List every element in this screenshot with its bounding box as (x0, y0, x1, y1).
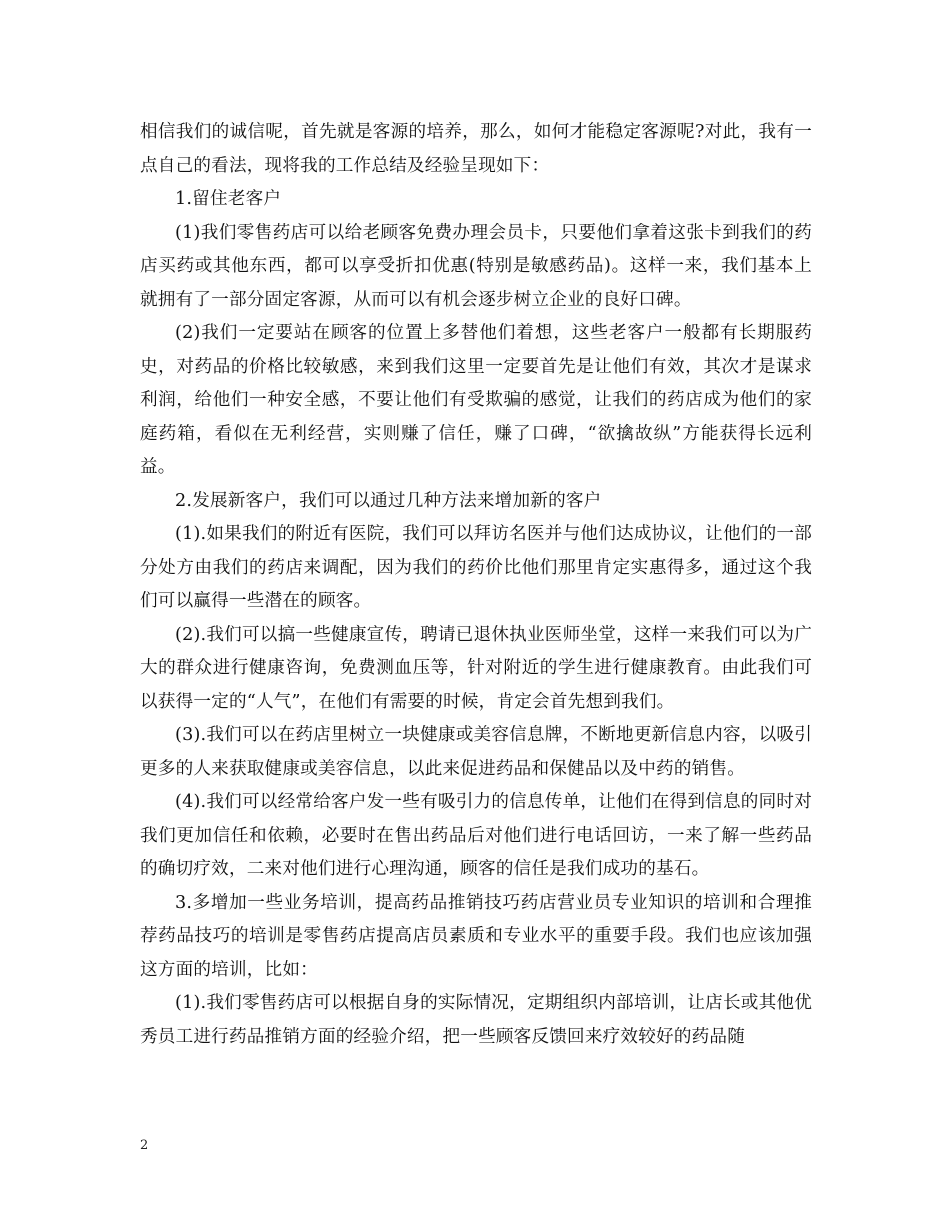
paragraph-internal-training: (1).我们零售药店可以根据自身的实际情况，定期组织内部培训，让店长或其他优秀员工进行药品推销方面的经验介绍，把一些顾客反馈回来疗效较好的药品随 (140, 993, 812, 1047)
paragraph-membership-card: (1)我们零售药店可以给老顾客免费办理会员卡，只要他们拿着这张卡到我们的药店买药或其他东西，都可以享受折扣优惠(特别是敏感药品)。这样一来，我们基本上就拥有了一部分固定客源，从而可以有机会逐步树立企业的良好口碑。 (140, 222, 812, 310)
paragraph-info-board: (3).我们可以在药店里树立一块健康或美容信息牌，不断地更新信息内容，以吸引更多的人来获取健康或美容信息，以此来促进药品和保健品以及中药的销售。 (140, 725, 812, 779)
paragraph-customer-perspective: (2)我们一定要站在顾客的位置上多替他们着想，这些老客户一般都有长期服药史，对药品的价格比较敏感，来到我们这里一定要首先是让他们有效，其次才是谋求利润，给他们一种安全感，不要让他们有受欺骗的感觉，让我们的药店成为他们的家庭药箱，看似在无利经营，实则赚了信任，赚了口碑，“欲擒故纵”方能获得长远利益。 (140, 323, 812, 477)
page-number: 2 (140, 1138, 149, 1153)
paragraph-hospital-cooperation: (1).如果我们的附近有医院，我们可以拜访名医并与他们达成协议，让他们的一部分处方由我们的药店来调配，因为我们的药价比他们那里肯定实惠得多，通过这个我们可以赢得一些潜在的顾客。 (140, 524, 812, 611)
paragraph-flyers: (4).我们可以经常给客户发一些有吸引力的信息传单，让他们在得到信息的同时对我们更加信任和依赖，必要时在售出药品后对他们进行电话回访，一来了解一些药品的确切疗效，二来对他们进行心理沟通，顾客的信任是我们成功的基石。 (140, 792, 812, 879)
document-body (140, 116, 812, 1054)
paragraph-intro: 相信我们的诚信呢，首先就是客源的培养，那么，如何才能稳定客源呢?对此，我有一点自己的看法，现将我的工作总结及经验呈现如下： (140, 122, 812, 176)
heading-develop-new-customers: 2.发展新客户，我们可以通过几种方法来增加新的客户 (175, 490, 602, 511)
heading-training: 3.多增加一些业务培训，提高药品推销技巧药店营业员专业知识的培训和合理推荐药品技巧的培训是零售药店提高店员素质和专业水平的重要手段。我们也应该加强这方面的培训，比如： (140, 892, 812, 980)
paragraph-health-promotion: (2).我们可以搞一些健康宣传，聘请已退休执业医师坐堂，这样一来我们可以为广大的群众进行健康咨询，免费测血压等，针对附近的学生进行健康教育。由此我们可以获得一定的“人气”，在他们有需要的时候，肯定会首先想到我们。 (140, 624, 812, 712)
heading-retain-old-customers: 1.留住老客户 (175, 189, 282, 209)
